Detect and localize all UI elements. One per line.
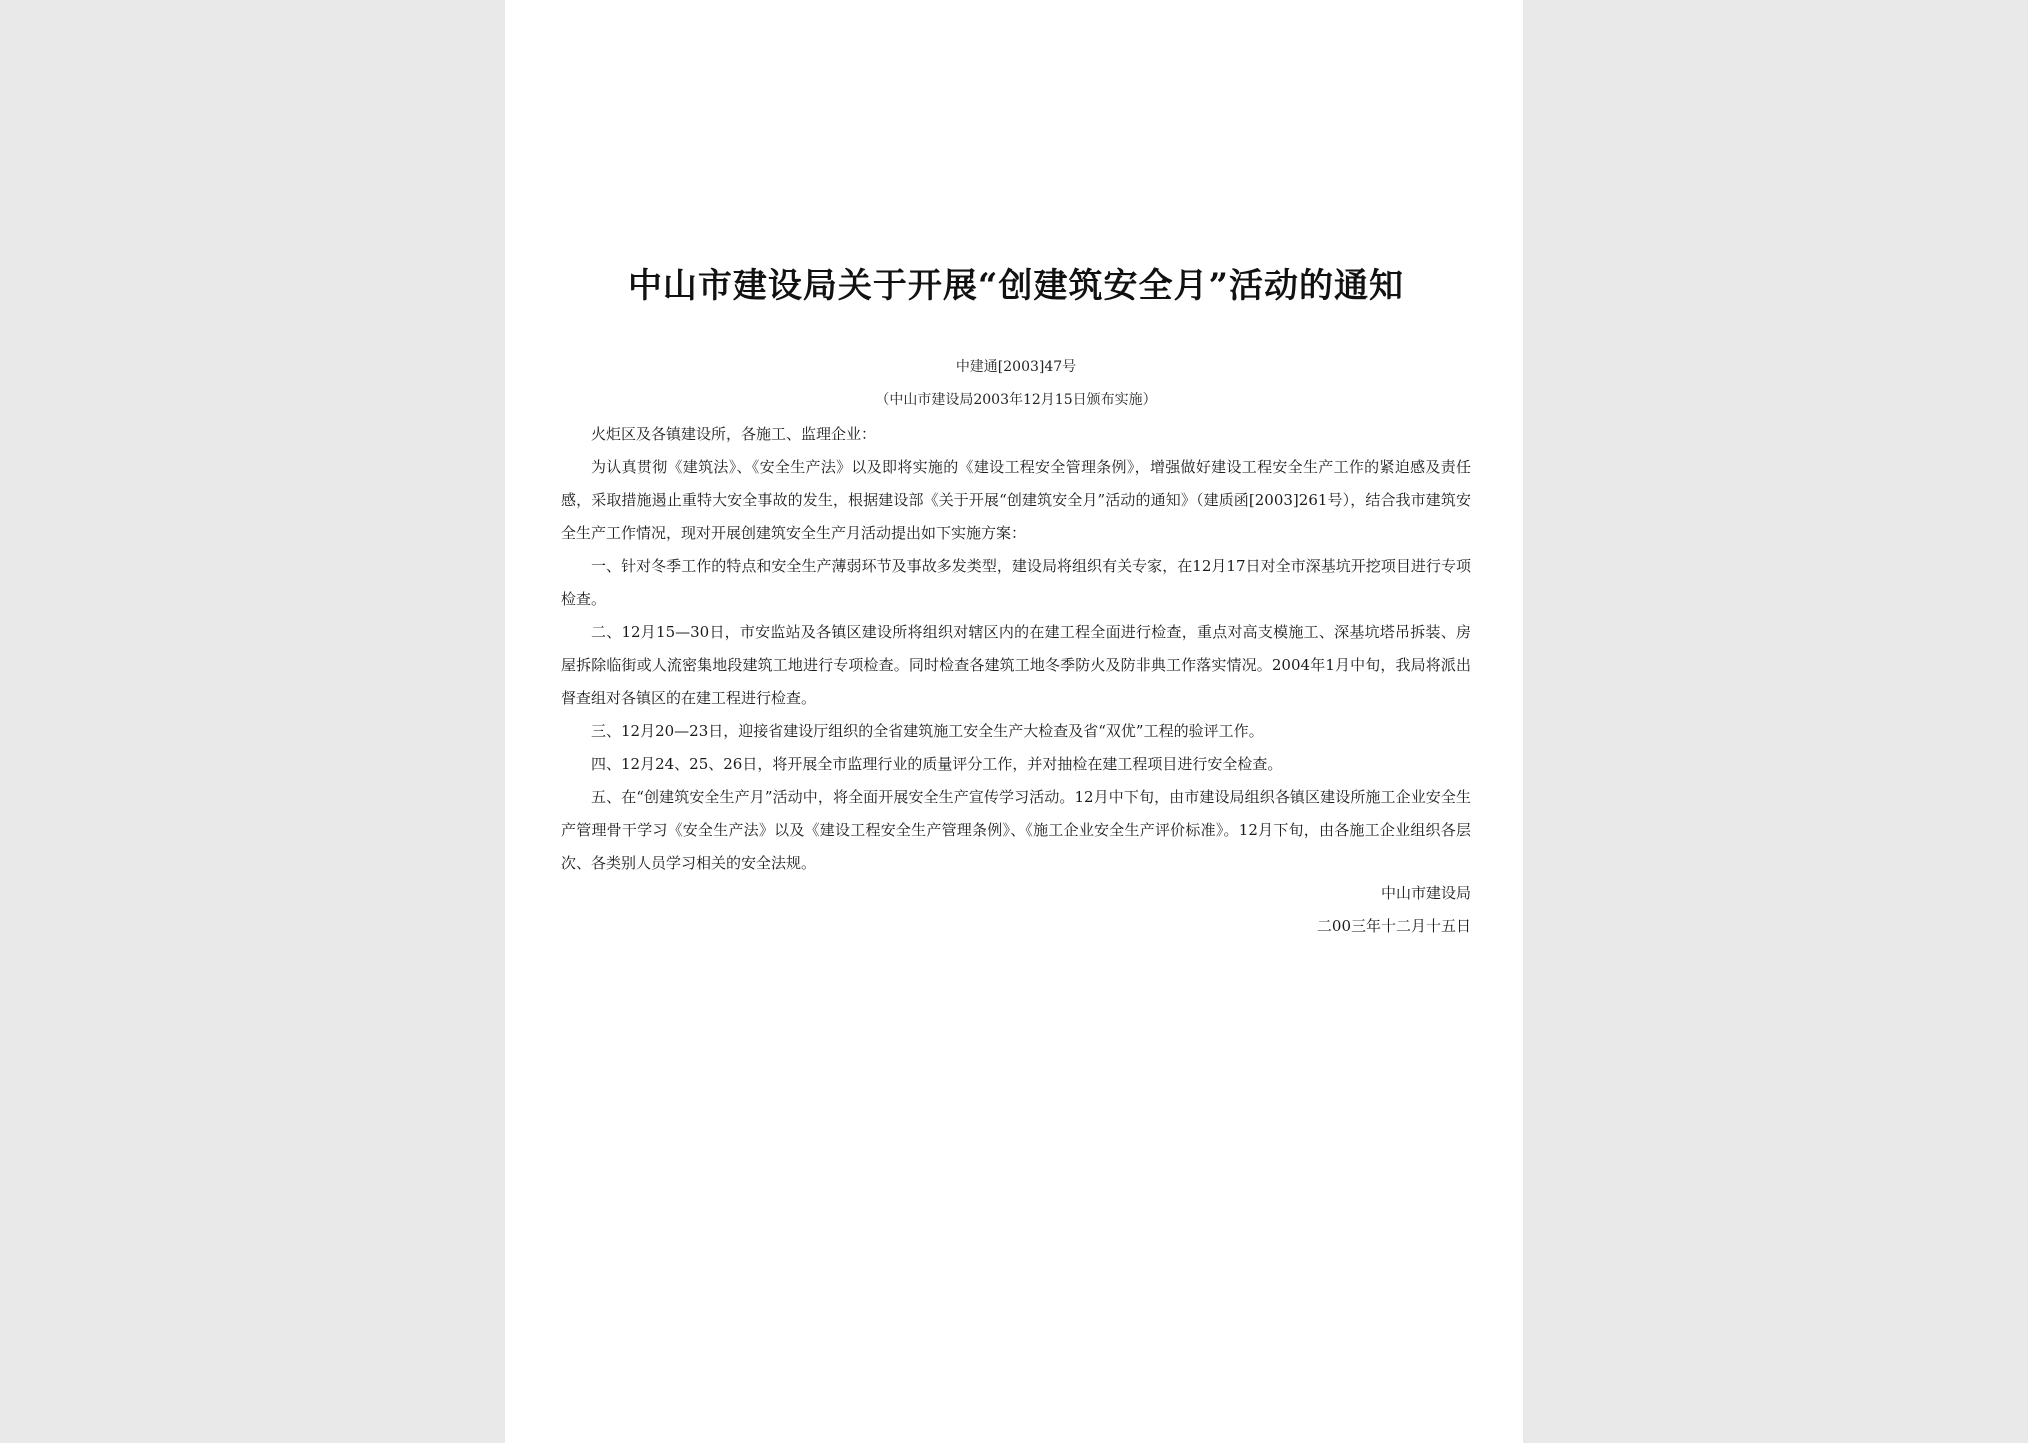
paragraph-item-4: 四、12月24、25、26日，将开展全市监理行业的质量评分工作，并对抽检在建工程项目进行安全检查。 [591,755,1283,773]
paragraph-item-1: 一、针对冬季工作的特点和安全生产薄弱环节及事故多发类型，建设局将组织有关专家，在12月17日对全市深基坑开挖项目进行专项检查。 [561,557,1471,608]
paragraph-item-3: 三、12月20—23日，迎接省建设厅组织的全省建筑施工安全生产大检查及省“双优”工程的验评工作。 [591,722,1264,740]
addressee-line: 火炬区及各镇建设所，各施工、监理企业： [591,425,877,443]
paragraph-item-2: 二、12月15—30日，市安监站及各镇区建设所将组织对辖区内的在建工程全面进行检查，重点对高支模施工、深基坑塔吊拆装、房屋拆除临街或人流密集地段建筑工地进行专项检查。同时检查各建筑工地冬季防火及防非典工作落实情况。2004年1月中旬，我局将派出督查组对各镇区的在建工程进行检查。 [561,623,1471,707]
document-title: 中山市建设局关于开展“创建筑安全月”活动的通知 [627,266,1405,306]
signature-block [561,877,1471,943]
document-number: 中建通[2003]47号 [955,359,1077,375]
paragraph-intro: 为认真贯彻《建筑法》、《安全生产法》以及即将实施的《建设工程安全管理条例》，增强做好建设工程安全生产工作的紧迫感及责任感，采取措施遏止重特大安全事故的发生，根据建设部《关于开展“创建筑安全月”活动的通知》（建质函[2003]261号），结合我市建筑安全生产工作情况，现对开展创建筑安全生产月活动提出如下实施方案： [561,458,1471,542]
paragraph-item-5: 五、在“创建筑安全生产月”活动中，将全面开展安全生产宣传学习活动。12月中下旬，由市建设局组织各镇区建设所施工企业安全生产管理骨干学习《安全生产法》以及《建设工程安全生产管理条例》、《施工企业安全生产评价标准》。12月下旬，由各施工企业组织各层次、各类别人员学习相关的安全法规。 [561,788,1471,872]
issue-note: （中山市建设局2003年12月15日颁布实施） [875,392,1157,408]
document-page [505,0,1523,1443]
document-body [561,418,1471,880]
issuer-name: 中山市建设局 [1380,884,1471,902]
signature-date: 二00三年十二月十五日 [1316,917,1471,935]
